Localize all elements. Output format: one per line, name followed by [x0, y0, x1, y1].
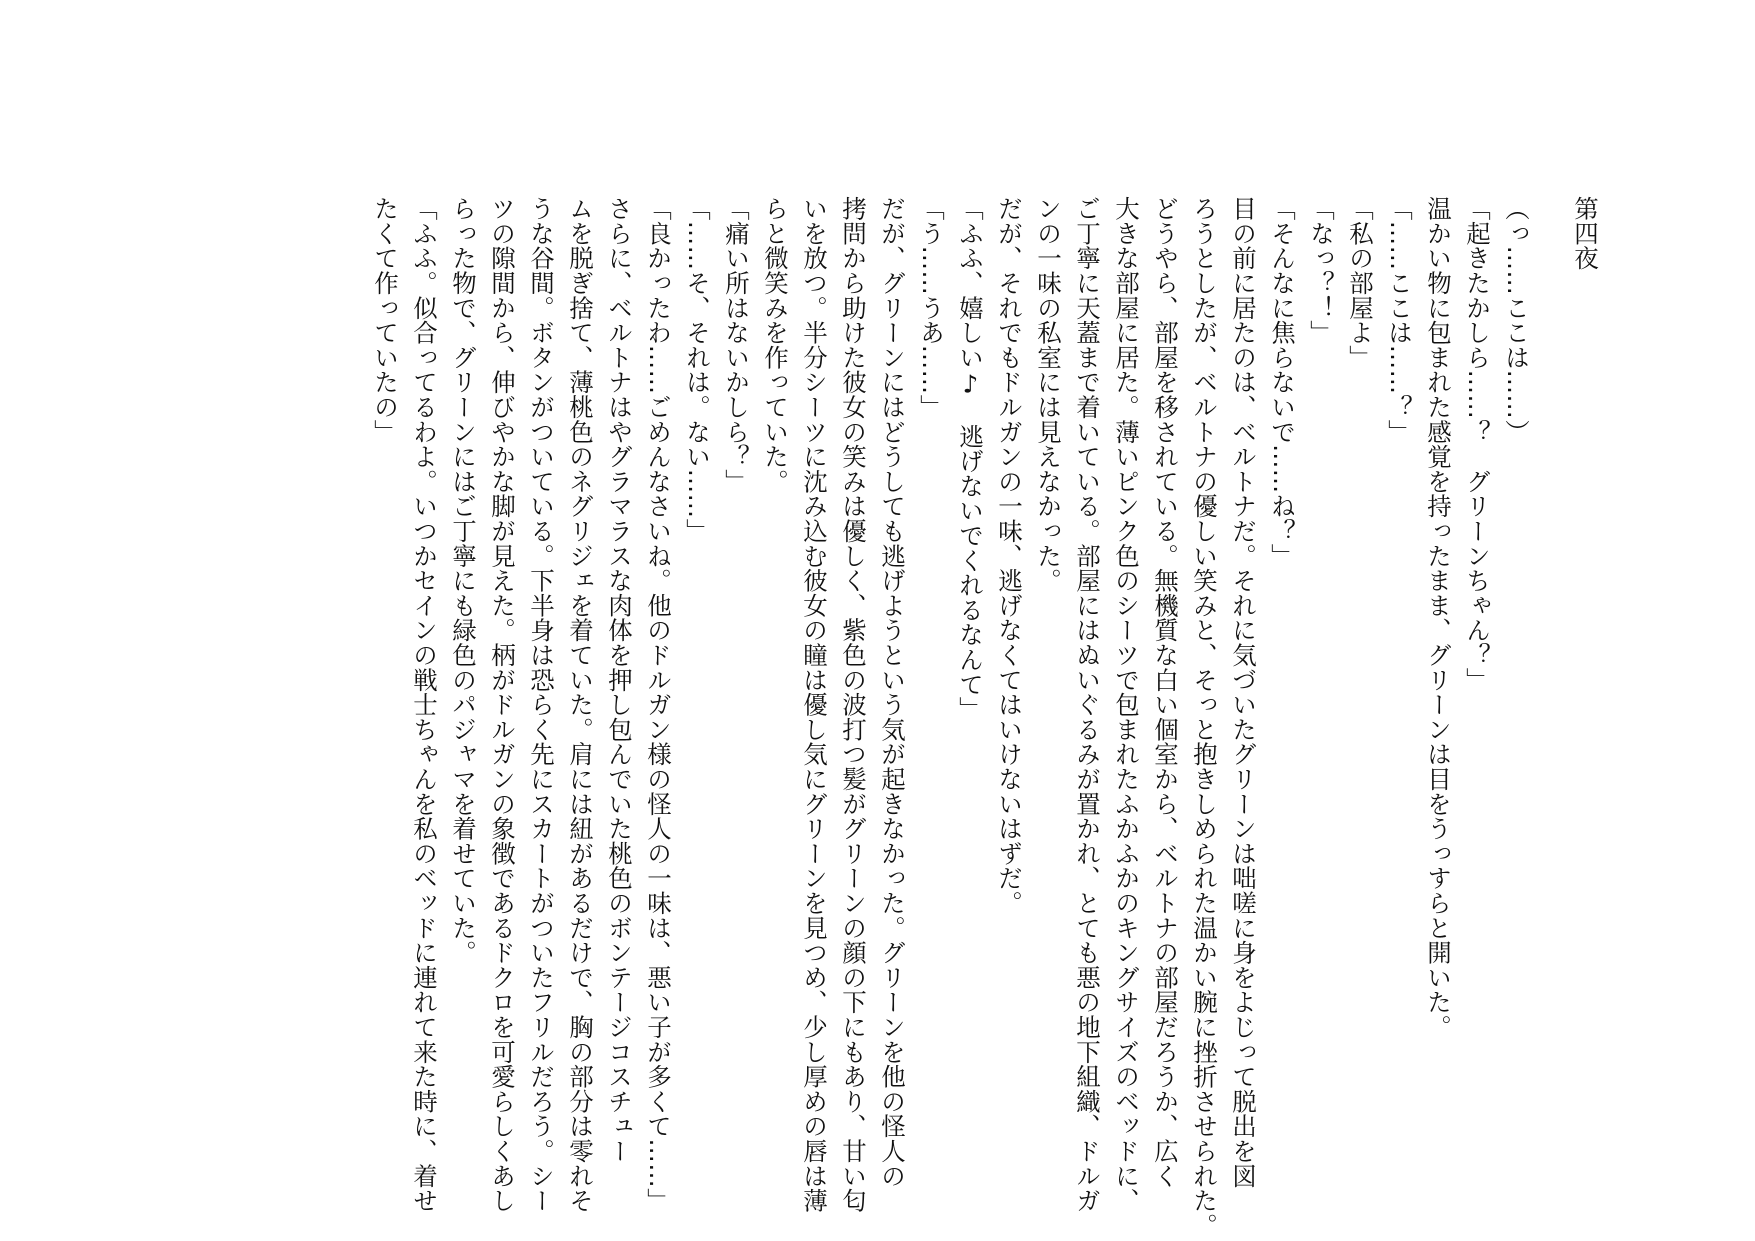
text-line: 「なっ？！」	[1307, 196, 1336, 345]
text-line: 「……そ、それは。ない……」	[683, 196, 712, 544]
chapter-title: 第四夜	[1571, 196, 1600, 271]
text-line: たくて作っていたの」	[371, 196, 400, 444]
text-line: 「良かったわ……ごめんなさいね。他のドルガン様の怪人の一味は、悪い子が多くて……」	[644, 196, 673, 1213]
text-line: （っ……ここは……）	[1502, 196, 1531, 444]
text-line: らと微笑みを作っていた。	[761, 196, 790, 494]
text-line: 「……ここは……？」	[1385, 196, 1414, 444]
text-line: ご丁寧に天蓋まで着いている。部屋にはぬいぐるみが置かれ、とても悪の地下組織、ドルガ	[1073, 196, 1102, 1213]
text-line: 「ふふ、嬉しい♪ 逃げないでくれるなんて」	[956, 196, 985, 722]
text-line: いを放つ。半分シーツに沈み込む彼女の瞳は優し気にグリーンを見つめ、少し厚めの唇は薄	[800, 196, 829, 1213]
text-line: だが、それでもドルガンの一味、逃げなくてはいけないはずだ。	[995, 196, 1024, 916]
text-line: ンの一味の私室には見えなかった。	[1034, 196, 1063, 593]
text-line: 「ふふ。似合ってるわよ。いつかセインの戦士ちゃんを私のベッドに連れて来た時に、着せ	[410, 196, 439, 1213]
text-line: 目の前に居たのは、ベルトナだ。それに気づいたグリーンは咄嗟に身をよじって脱出を図	[1229, 196, 1258, 1188]
text-line: 温かい物に包まれた感覚を持ったまま、グリーンは目をうっすらと開いた。	[1424, 196, 1453, 1040]
text-line: さらに、ベルトナはやグラマラスな肉体を押し包んでいた桃色のボンテージコスチュー	[605, 196, 634, 1164]
text-line: 「私の部屋よ」	[1346, 196, 1375, 370]
text-line: 「そんなに焦らないで……ね？」	[1268, 196, 1297, 568]
text-line: うな谷間。ボタンがついている。下半身は恐らく先にスカートがついたフリルだろう。シー	[527, 196, 556, 1213]
text-line: どうやら、部屋を移されている。無機質な白い個室から、ベルトナの部屋だろうか、広く	[1151, 196, 1180, 1188]
text-line: ムを脱ぎ捨て、薄桃色のネグリジェを着ていた。肩には紐があるだけで、胸の部分は零れそ	[566, 196, 595, 1213]
text-line: らった物で、グリーンにはご丁寧にも緑色のパジャマを着せていた。	[449, 196, 478, 965]
text-line: 拷問から助けた彼女の笑みは優しく、紫色の波打つ髪がグリーンの顔の下にもあり、甘い匂	[839, 196, 868, 1213]
text-line: だが、グリーンにはどうしても逃げようという気が起きなかった。グリーンを他の怪人の	[878, 196, 907, 1188]
vertical-text-body	[366, 196, 1605, 1238]
text-line: 「痛い所はないかしら？」	[722, 196, 751, 494]
text-line: 「起きたかしら……？ グリーンちゃん？」	[1463, 196, 1492, 692]
text-line: 「う……うあ……」	[917, 196, 946, 420]
text-line: ろうとしたが、ベルトナの優しい笑みと、そっと抱きしめられた温かい腕に挫折させられた。	[1190, 196, 1219, 1238]
text-line: ツの隙間から、伸びやかな脚が見えた。柄がドルガンの象徴であるドクロを可愛らしくあし	[488, 196, 517, 1213]
text-line: 大きな部屋に居た。薄いピンク色のシーツで包まれたふかふかのキングサイズのベッドに、	[1112, 196, 1141, 1213]
